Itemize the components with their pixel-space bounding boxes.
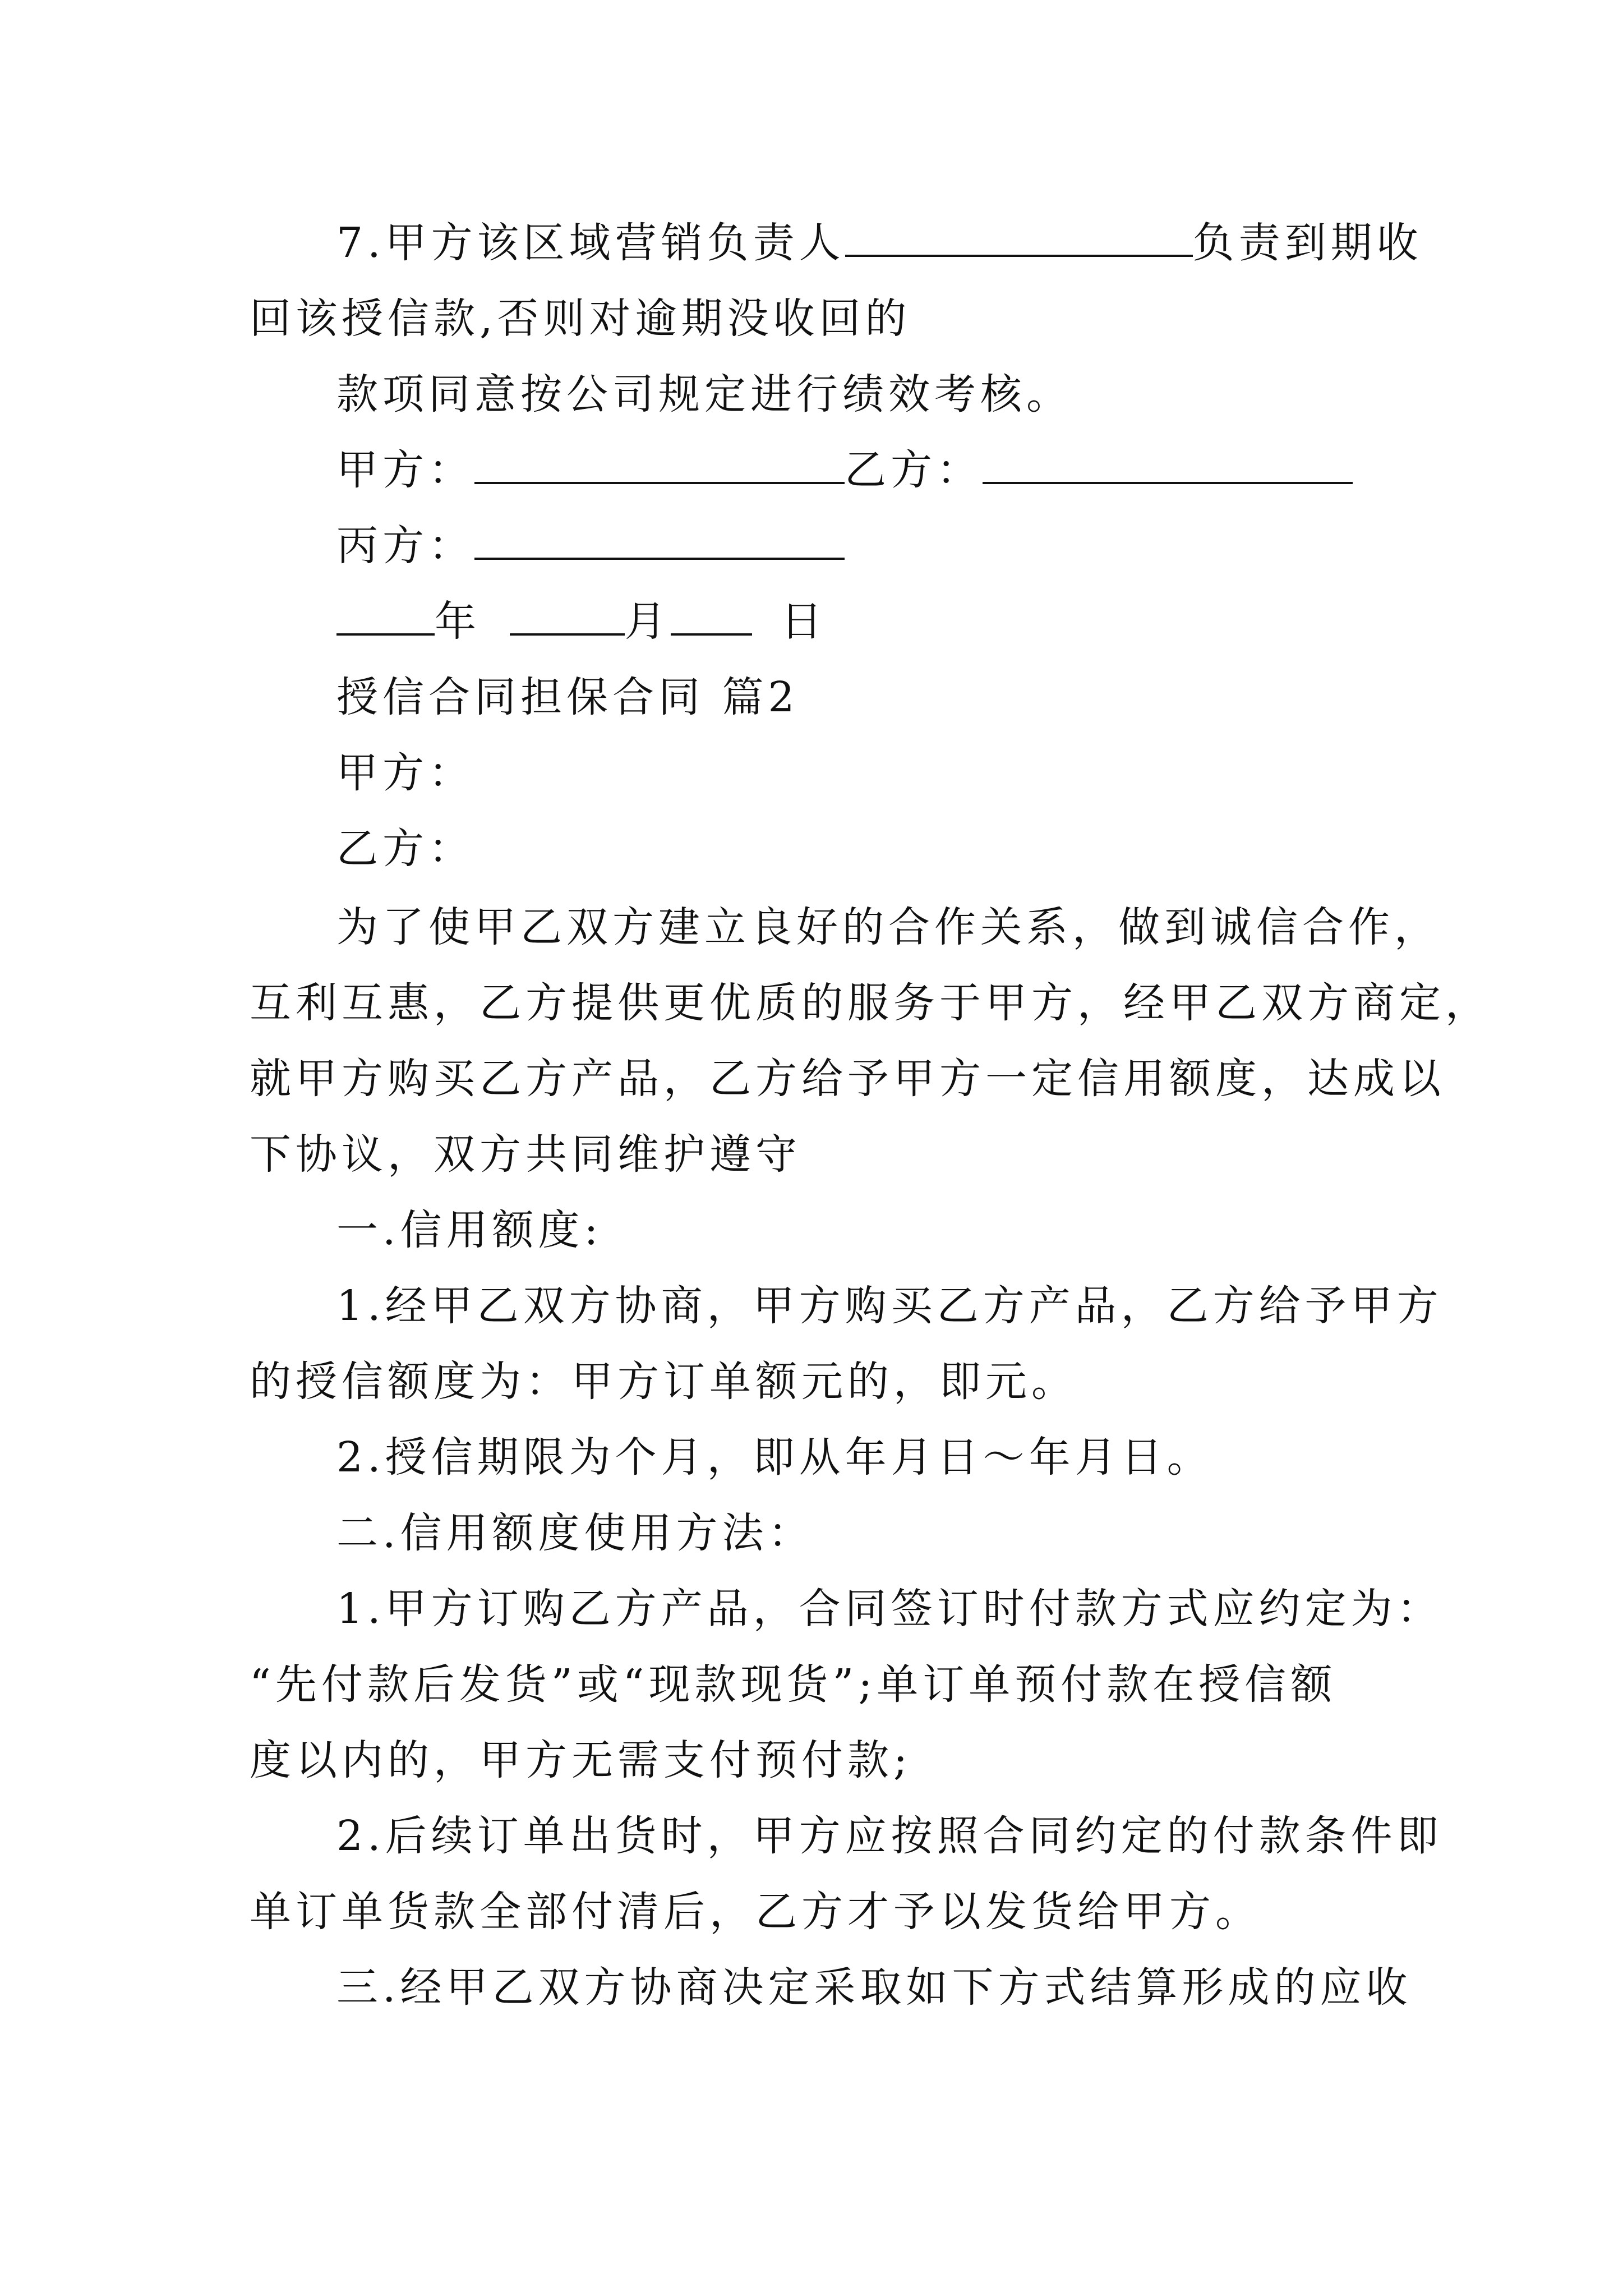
party-a-heading: 甲方： — [336, 749, 474, 797]
clause-7-line — [336, 218, 1623, 268]
clause-2-1-line-1: 1.甲方订购乙方产品，合同签订时付款方式应约定为： — [336, 1585, 1443, 1633]
clause-2-2-line-1: 2.后续订单出货时，甲方应按照合同约定的付款条件即 — [336, 1812, 1443, 1860]
day-blank[interactable] — [671, 599, 752, 636]
month-label: 月 — [624, 597, 671, 646]
heading-settlement: 三.经甲乙双方协商决定采取如下方式结算形成的应收 — [336, 1963, 1412, 2012]
clause-2-1-line-3: 度以内的，甲方无需支付预付款; — [250, 1736, 912, 1784]
preamble-line-4: 下协议，双方共同维护遵守 — [250, 1130, 801, 1179]
preamble-line-3: 就甲方购买乙方产品，乙方给予甲方一定信用额度，达成以 — [250, 1055, 1445, 1103]
party-a-signature-blank[interactable] — [474, 447, 845, 484]
year-label: 年 — [435, 597, 481, 646]
clause-1-1-line-1: 1.经甲乙双方协商，甲方购买乙方产品，乙方给予甲方 — [336, 1282, 1443, 1330]
party-c-label: 丙方： — [336, 522, 474, 570]
date-line — [336, 596, 1623, 647]
party-b-heading: 乙方： — [336, 825, 474, 873]
responsible-person-blank[interactable] — [845, 220, 1193, 257]
clause-7-continuation: 回该授信款,否则对逾期没收回的 — [250, 295, 911, 343]
clause-2-1-line-2: “先付款后发货”或“现款现货”;单订单预付款在授信额 — [250, 1660, 1337, 1709]
signature-line-a-b — [336, 445, 1623, 495]
party-b-label: 乙方： — [845, 446, 983, 494]
month-blank[interactable] — [510, 599, 625, 636]
preamble-line-1: 为了使甲乙双方建立良好的合作关系，做到诚信合作， — [336, 903, 1440, 951]
heading-credit-usage: 二.信用额度使用方法： — [336, 1509, 814, 1557]
party-b-signature-blank[interactable] — [983, 447, 1353, 484]
party-c-signature-blank[interactable] — [474, 523, 845, 560]
heading-credit-limit: 一.信用额度: — [336, 1206, 603, 1254]
year-blank[interactable] — [336, 599, 435, 636]
day-label: 日 — [781, 597, 827, 646]
clause-2-2-line-2: 单订单货款全部付清后，乙方才予以发货给甲方。 — [250, 1888, 1261, 1936]
section-title: 授信合同担保合同 篇2 — [336, 673, 799, 721]
clause-1-1-line-2: 的授信额度为：甲方订单额元的，即元。 — [250, 1358, 1077, 1406]
clause-1-2: 2.授信期限为个月，即从年月日～年月日。 — [336, 1433, 1213, 1481]
preamble-line-2: 互利互惠，乙方提供更优质的服务于甲方，经甲乙双方商定， — [250, 979, 1491, 1027]
clause-7-end-line: 款项同意按公司规定进行绩效考核。 — [336, 370, 1072, 418]
party-a-label: 甲方： — [336, 446, 474, 494]
signature-line-c — [336, 521, 1623, 571]
clause-7-text-end: 负责到期收 — [1192, 219, 1423, 267]
clause-7-text-start: 7.甲方该区域营销负责人 — [336, 219, 845, 267]
